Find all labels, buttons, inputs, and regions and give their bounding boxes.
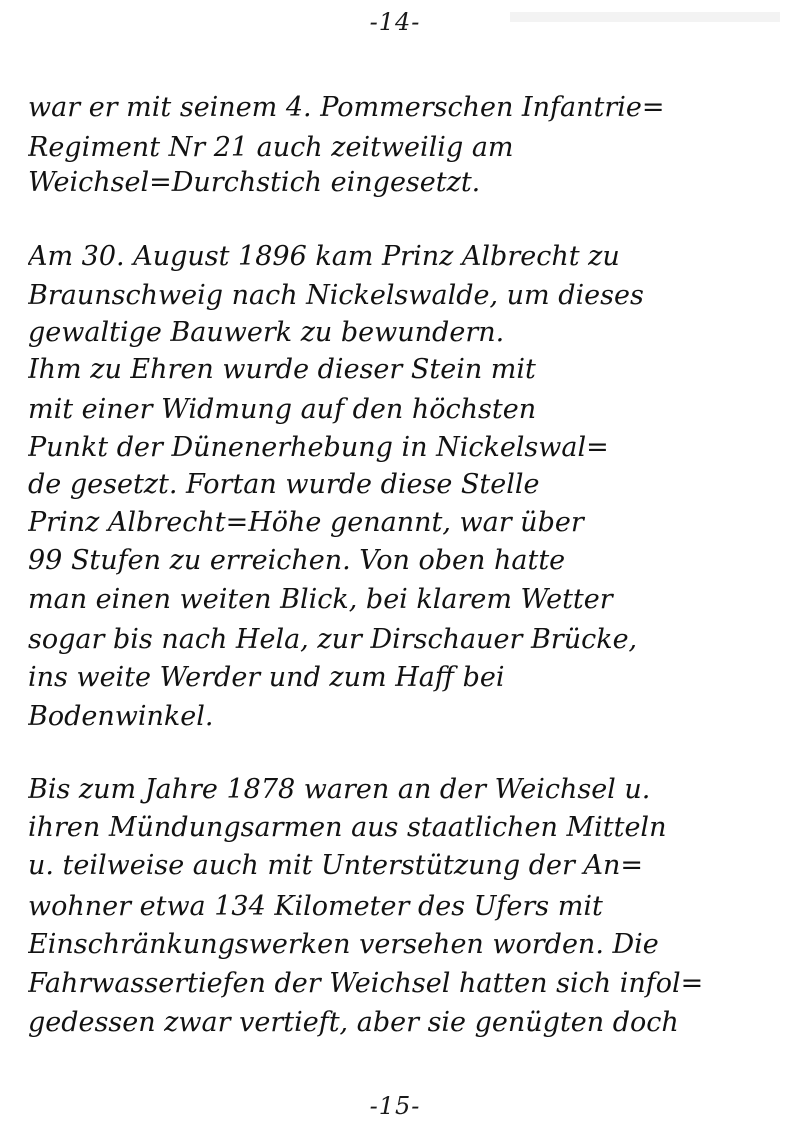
text-line-23: gedessen zwar vertieft, aber sie genügten doch (28, 1007, 679, 1038)
text-line-10: de gesetzt. Fortan wurde diese Stelle (28, 469, 540, 500)
text-line-12: 99 Stufen zu erreichen. Von oben hatte (28, 545, 566, 576)
text-line-19: u. teilweise auch mit Unterstützung der An= (28, 850, 644, 881)
text-line-11: Prinz Albrecht=Höhe genannt, war über (28, 507, 584, 538)
text-line-16: Bodenwinkel. (28, 701, 214, 732)
text-line-4: Am 30. August 1896 kam Prinz Albrecht zu (28, 241, 620, 272)
text-line-9: Punkt der Dünenerhebung in Nickelswal= (28, 432, 609, 463)
text-line-18: ihren Mündungsarmen aus staatlichen Mitteln (28, 812, 667, 843)
text-line-5: Braunschweig nach Nickelswalde, um dieses (28, 280, 644, 311)
text-line-20: wohner etwa 134 Kilometer des Ufers mit (28, 891, 603, 922)
text-line-17: Bis zum Jahre 1878 waren an der Weichsel u. (28, 774, 651, 805)
page-number-bottom: -15- (369, 1092, 421, 1120)
text-line-2: Regiment Nr 21 auch zeitweilig am (28, 132, 514, 163)
text-line-6: gewaltige Bauwerk zu bewundern. (28, 317, 505, 348)
text-line-22: Fahrwassertiefen der Weichsel hatten sich infol= (28, 968, 704, 999)
text-line-14: sogar bis nach Hela, zur Dirschauer Brücke, (28, 624, 638, 655)
text-line-8: mit einer Widmung auf den höchsten (28, 394, 537, 425)
text-line-3: Weichsel=Durchstich eingesetzt. (28, 167, 481, 198)
text-line-21: Einschränkungswerken versehen worden. Die (28, 929, 659, 960)
text-line-1: war er mit seinem 4. Pommerschen Infantrie= (28, 92, 665, 123)
text-line-15: ins weite Werder und zum Haff bei (28, 662, 505, 693)
page-number-top: -14- (369, 8, 421, 36)
text-line-13: man einen weiten Blick, bei klarem Wetter (28, 584, 613, 615)
text-line-7: Ihm zu Ehren wurde dieser Stein mit (28, 354, 536, 385)
